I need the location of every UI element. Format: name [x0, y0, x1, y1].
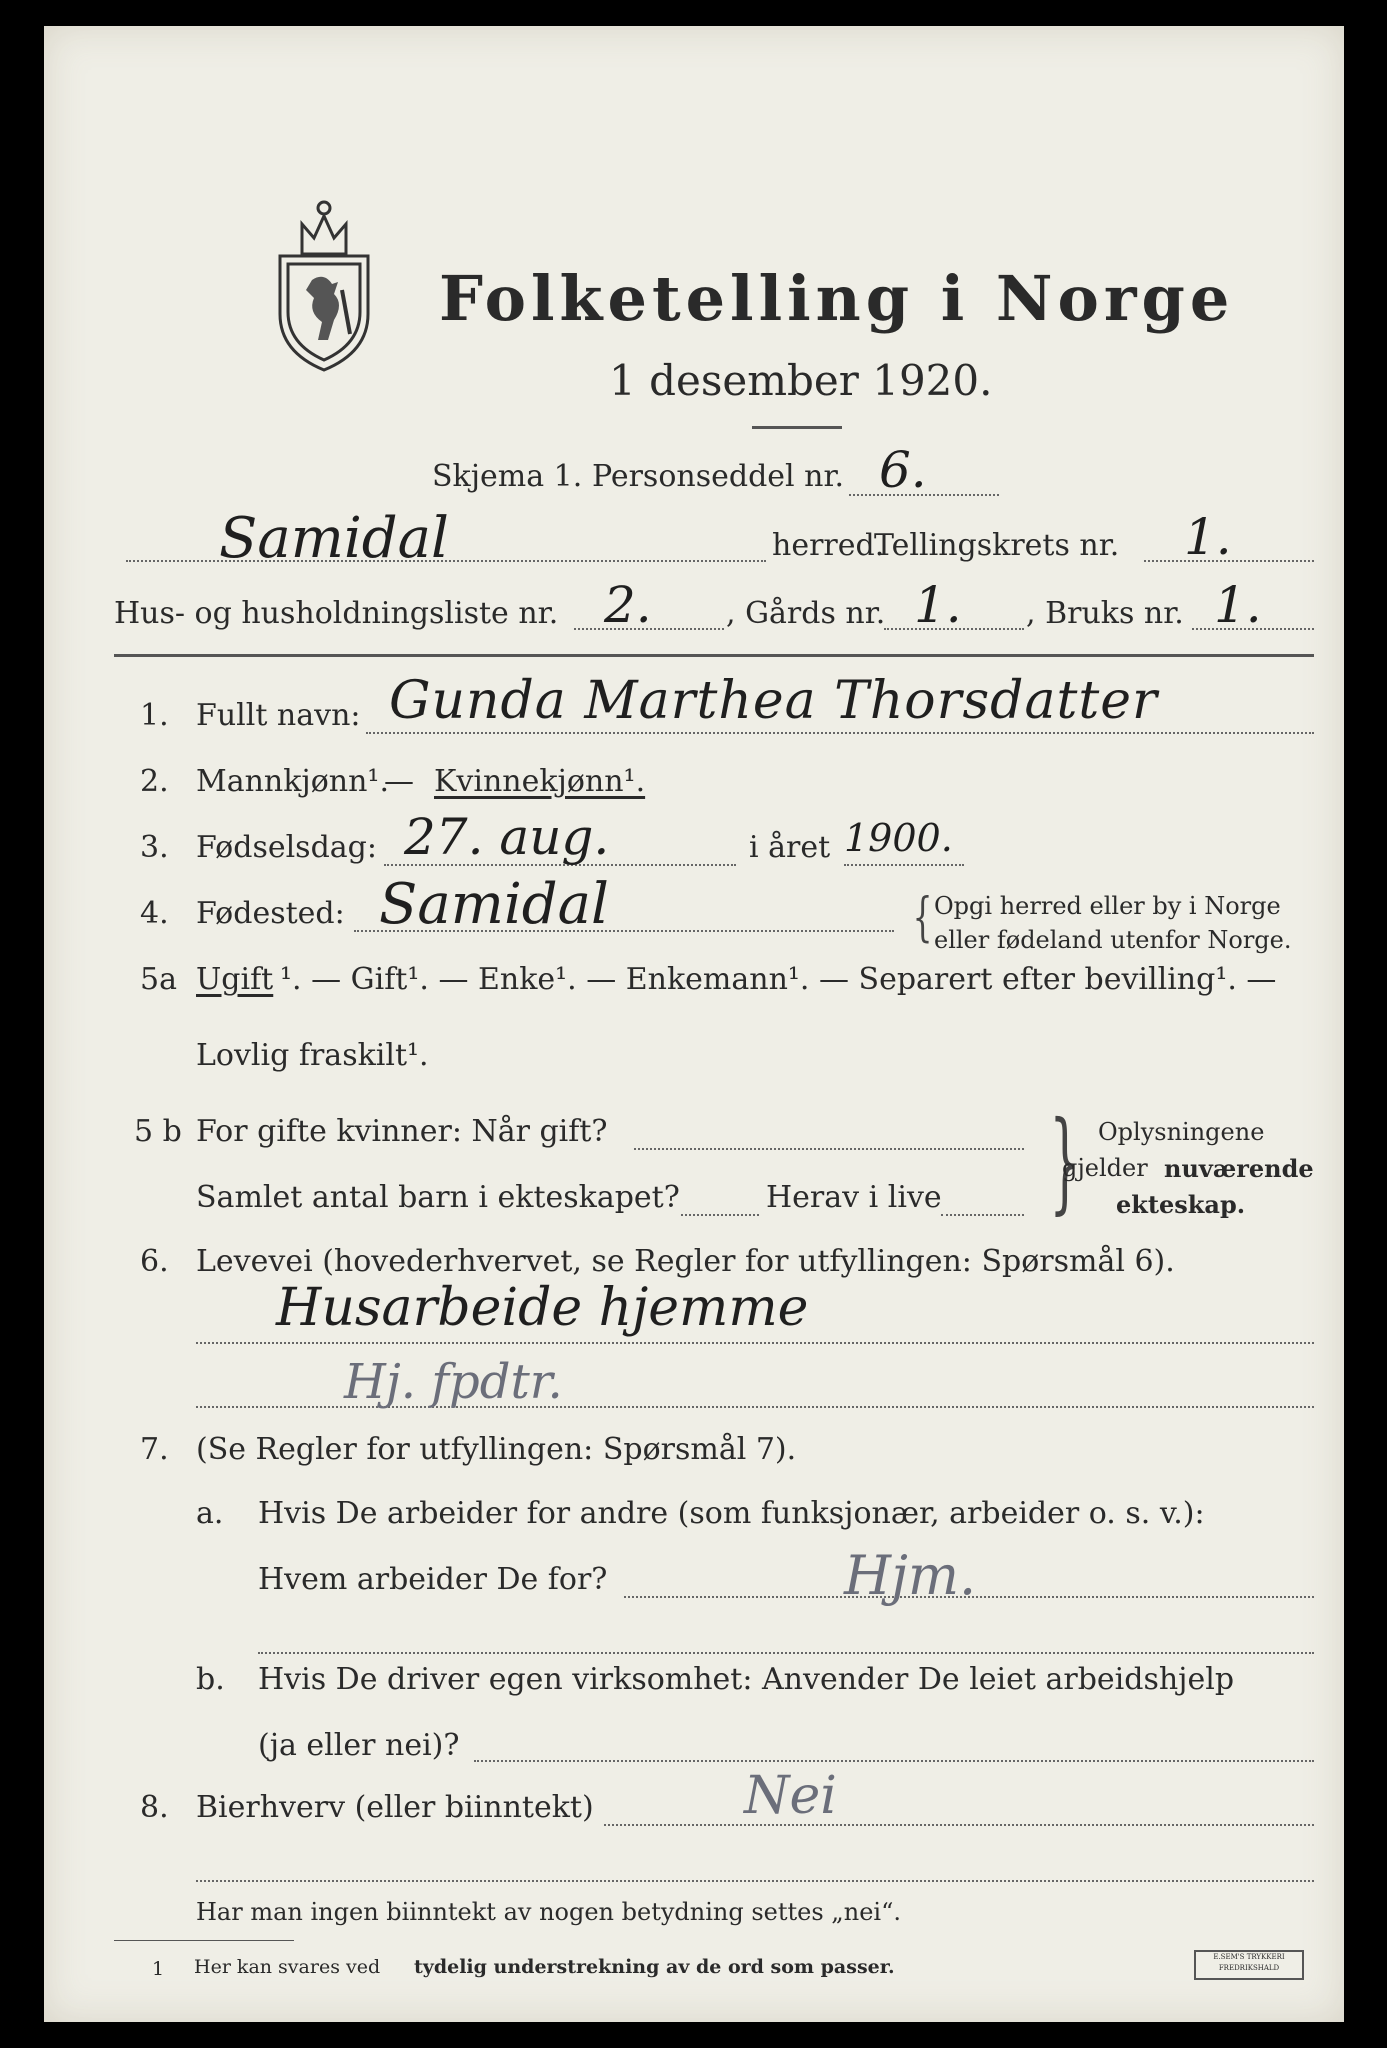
q5a-ugift-underlined: Ugift	[196, 962, 274, 997]
husliste-value: 2.	[604, 576, 652, 634]
gards-label: , Gårds nr.	[726, 596, 886, 631]
footnote-rule	[114, 1940, 294, 1941]
q5b-note-line3: ekteskap.	[1116, 1190, 1246, 1219]
q4-brace: {	[912, 888, 933, 948]
q3-year-value: 1900.	[844, 816, 953, 860]
q5b-line1-dots	[634, 1148, 1024, 1150]
q3-label: Fødselsdag:	[196, 830, 377, 865]
q3-value: 27. aug.	[404, 808, 610, 866]
q8-value: Nei	[744, 1766, 837, 1826]
q5b-herav: Herav i live	[766, 1180, 942, 1215]
q1-value: Gunda Marthea Thorsdatter	[389, 671, 1158, 731]
printer-mark	[1194, 1950, 1304, 1980]
q5a-number: 5a	[140, 962, 177, 997]
q5b-brace: }	[1049, 1097, 1081, 1225]
footer-note: Har man ingen biinntekt av nogen betydning settes „nei“.	[196, 1898, 901, 1926]
q1-label: Fullt navn:	[196, 698, 361, 733]
tellingskrets-label: Tellingskrets nr.	[874, 528, 1120, 563]
q8-line-extra	[196, 1880, 1314, 1882]
q2-female-underlined: Kvinnekjønn¹.	[434, 764, 646, 799]
q6-line1	[196, 1342, 1314, 1344]
herred-label: herred.	[772, 528, 885, 563]
q3-year-line	[844, 864, 964, 866]
herred-value: Samidal	[219, 506, 449, 571]
form-title: Folketelling i Norge	[439, 262, 1235, 335]
q5b-line1: For gifte kvinner: Når gift?	[196, 1114, 608, 1149]
q5b-note-line2b: nuværende	[1164, 1154, 1314, 1183]
q5b-number: 5 b	[134, 1114, 182, 1149]
q7b-dots	[474, 1760, 1314, 1762]
q3-year-label: i året	[749, 830, 831, 865]
footnote-text-b: tydelig understrekning av de ord som passer.	[414, 1956, 895, 1978]
q2-separator: —	[384, 764, 414, 799]
q5b-note-line2a: gjelder	[1062, 1154, 1148, 1182]
bruks-label: , Bruks nr.	[1026, 596, 1184, 631]
husliste-label: Hus- og husholdningsliste nr.	[114, 596, 559, 631]
q6-annotation: Hj. fpdtr.	[344, 1354, 563, 1410]
bruks-value: 1.	[1214, 576, 1262, 634]
q6-number: 6.	[140, 1244, 169, 1279]
q5b-note-line1: Oplysningene	[1098, 1118, 1265, 1146]
q5a-line2: Lovlig fraskilt¹.	[196, 1038, 429, 1073]
q7b-line1: Hvis De driver egen virksomhet: Anvender De leiet arbeidshjelp	[258, 1662, 1235, 1697]
q7b-line2: (ja eller nei)?	[258, 1728, 460, 1763]
q5b-line2-dots	[681, 1214, 759, 1216]
printer-line1: E.SEM'S TRYKKERI	[1213, 1953, 1285, 1961]
q4-note-line2: eller fødeland utenfor Norge.	[934, 926, 1292, 954]
q5b-line2: Samlet antal barn i ekteskapet?	[196, 1180, 680, 1215]
q2-male: Mannkjønn¹.	[196, 764, 389, 799]
tellingskrets-value: 1.	[1184, 508, 1232, 566]
footnote-number: 1	[152, 1958, 165, 1980]
q7a-letter: a.	[196, 1496, 224, 1531]
q6-value: Husarbeide hjemme	[276, 1278, 809, 1338]
footnote-text-a: Her kan svares ved	[194, 1956, 381, 1978]
q8-label: Bierhverv (eller biinntekt)	[196, 1790, 594, 1825]
q7a-line-extra	[258, 1652, 1314, 1654]
printer-line2: FREDRIKSHALD	[1218, 1964, 1280, 1972]
census-date: 1 desember 1920.	[609, 356, 993, 405]
q7-number: 7.	[140, 1432, 169, 1467]
header-divider	[114, 654, 1314, 657]
personseddel-value: 6.	[879, 441, 927, 499]
q3-number: 3.	[140, 830, 169, 865]
q5b-herav-dots	[941, 1214, 1024, 1216]
q7a-line2: Hvem arbeider De for?	[258, 1562, 608, 1597]
q4-value: Samidal	[379, 872, 609, 937]
skjema-label: Skjema 1.	[432, 459, 583, 494]
q7a-line1: Hvis De arbeider for andre (som funksjonær, arbeider o. s. v.):	[258, 1496, 1205, 1531]
q8-dots	[604, 1824, 1314, 1826]
q1-number: 1.	[140, 698, 169, 733]
q4-number: 4.	[140, 896, 169, 931]
q2-number: 2.	[140, 764, 169, 799]
q7-label: (Se Regler for utfyllingen: Spørsmål 7).	[196, 1432, 797, 1467]
q1-line	[366, 732, 1314, 734]
q7a-value: Hjm.	[844, 1544, 977, 1607]
q5a-options: ¹. — Gift¹. — Enke¹. — Enkemann¹. — Separert efter bevilling¹. —	[280, 962, 1277, 997]
q7b-letter: b.	[196, 1662, 225, 1697]
q8-number: 8.	[140, 1790, 169, 1825]
gards-value: 1.	[914, 576, 962, 634]
q4-label: Fødested:	[196, 896, 345, 931]
census-form	[44, 26, 1344, 2022]
personseddel-label: Personseddel nr.	[592, 459, 845, 494]
coat-of-arms-icon	[272, 194, 376, 374]
q4-note-line1: Opgi herred eller by i Norge	[934, 892, 1281, 920]
title-divider	[752, 426, 842, 429]
q6-label: Levevei (hovederhvervet, se Regler for utfyllingen: Spørsmål 6).	[196, 1244, 1175, 1279]
